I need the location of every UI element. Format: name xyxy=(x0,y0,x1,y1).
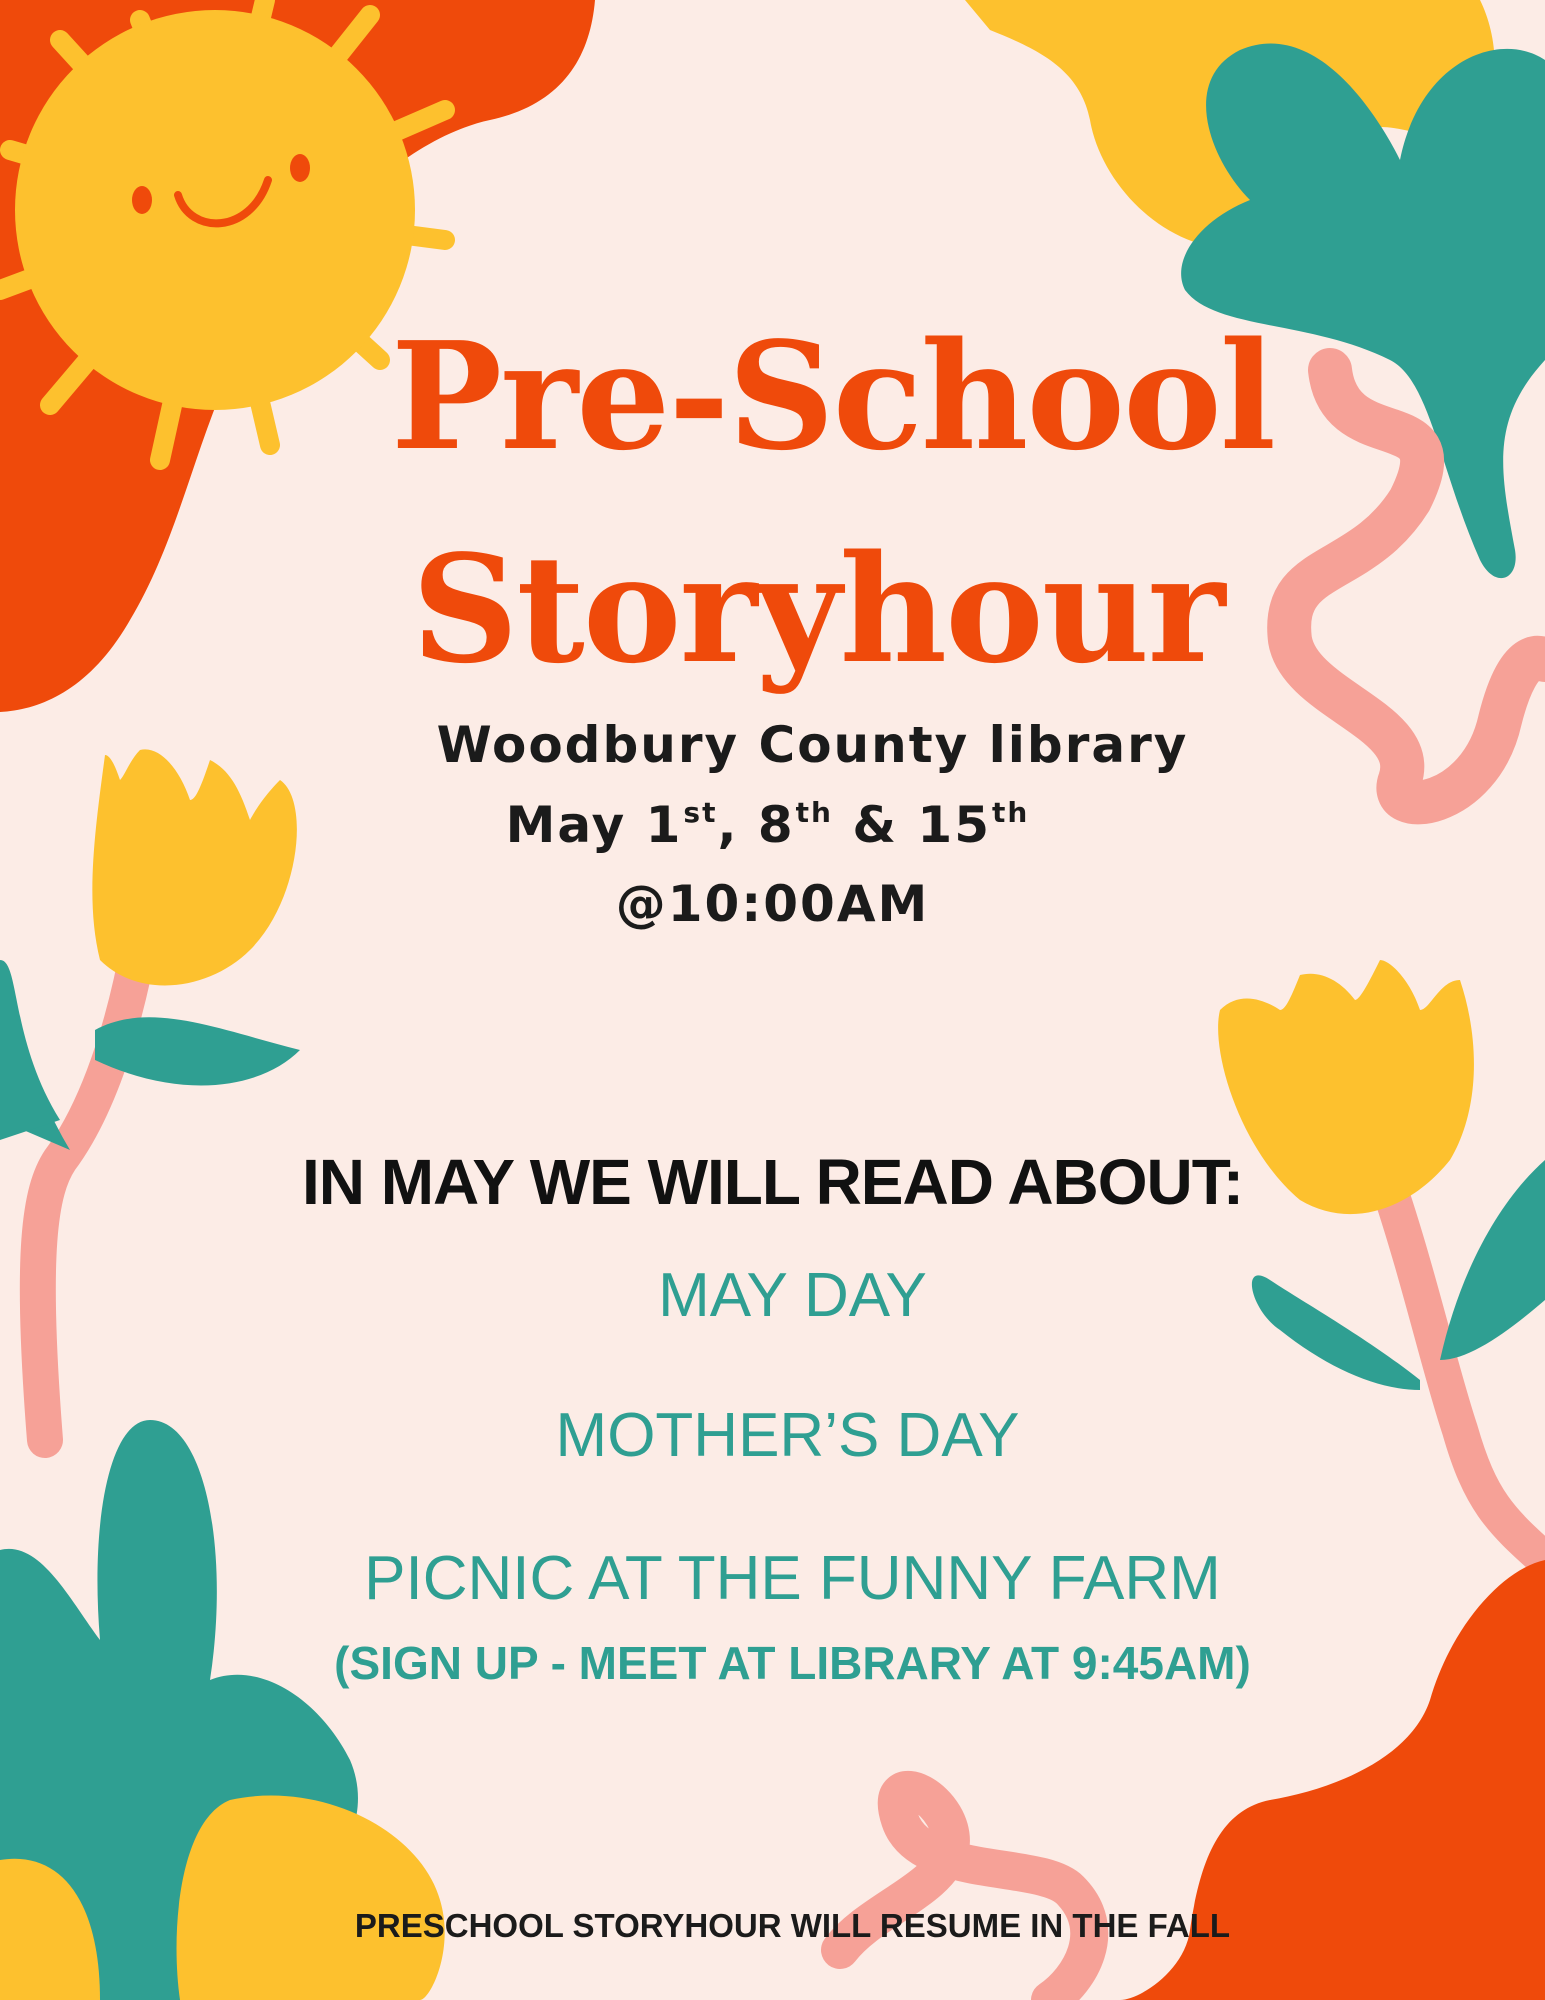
topic-picnic: PICNIC AT THE FUNNY FARM xyxy=(364,1544,1221,1613)
yellow-blob-bottom-left xyxy=(177,1796,445,2000)
reading-heading: IN MAY WE WILL READ ABOUT: xyxy=(301,1146,1244,1218)
dates-part: , 8 xyxy=(717,796,795,854)
topic-may-day: MAY DAY xyxy=(658,1261,927,1330)
event-dates xyxy=(0,796,1540,854)
topic-mothers-day: MOTHER’S DAY xyxy=(555,1401,1020,1470)
event-time: @10:00AM xyxy=(615,875,930,933)
footer-notice: PRESCHOOL STORYHOUR WILL RESUME IN THE FALL xyxy=(354,1907,1231,1944)
pink-squiggle-bottom xyxy=(840,1790,1089,2000)
title-line-2: Storyhour xyxy=(411,522,1224,696)
dates-superscript: st xyxy=(683,796,718,829)
dates-superscript: th xyxy=(795,796,833,829)
dates-part: & 15 xyxy=(833,796,991,854)
dates-superscript: th xyxy=(992,796,1030,829)
signup-note: (SIGN UP - MEET AT LIBRARY AT 9:45AM) xyxy=(334,1637,1251,1689)
dates-part: May 1 xyxy=(505,796,683,854)
library-location: Woodbury County library xyxy=(436,716,1189,774)
title-line-1: Pre-School xyxy=(390,309,1275,483)
